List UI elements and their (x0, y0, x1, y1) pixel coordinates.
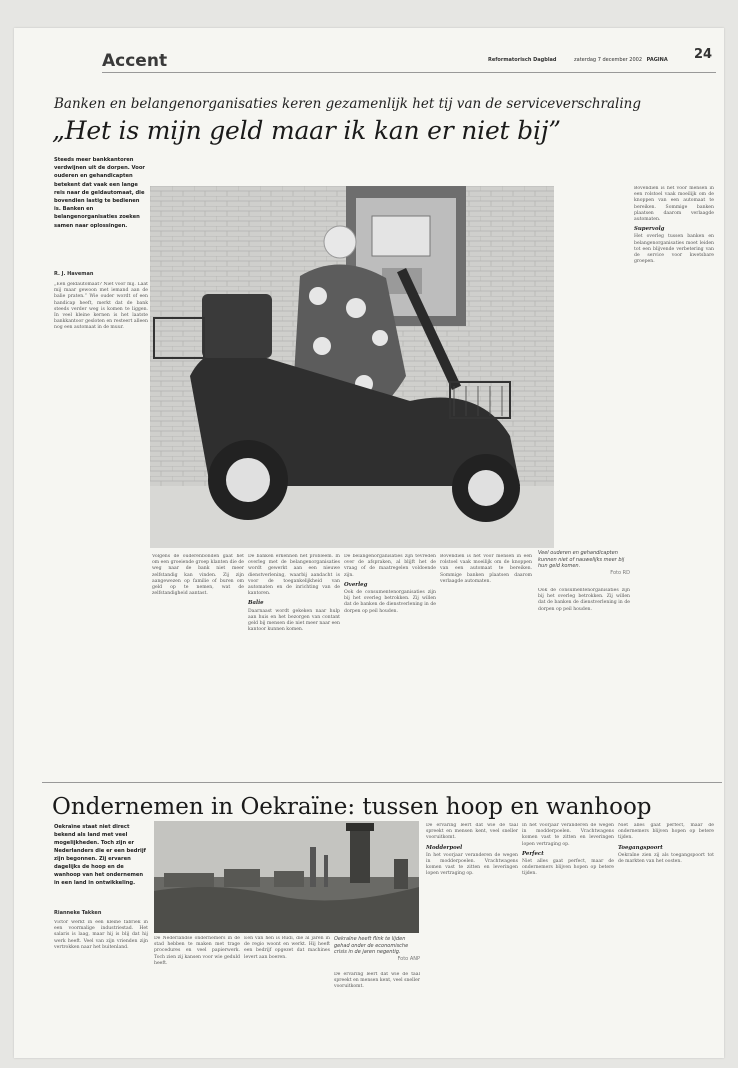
article1-col4-text: Daarnaast wordt gekeken naar hulp aan huis en het bezorgen van contant geld bij mensen die niet meer naar een kantoor kunnen komen. (248, 608, 340, 633)
section-title: Accent (102, 51, 168, 71)
article2-col5-text: In het voorjaar veranderen de wegen in modderpoelen. Vrachtwagens komen vast te zitten en leveringen lopen vertraging op. (426, 852, 518, 877)
photo1-credit: Foto RD (610, 569, 630, 576)
article1-byline: R. J. Haveman (54, 271, 94, 277)
article-divider (42, 782, 722, 783)
newspaper-name: Reformatorisch Dagblad (488, 57, 557, 63)
photo2-caption-text: Oekraïne heeft flink te lijden gehad onder de economische crisis in de jaren negentig. (334, 936, 409, 956)
article1-column-4 (344, 554, 436, 780)
article1-col3-text: De banken erkennen het probleem. In overleg met de belangenorganisaties wordt gewerkt aan een nieuwe dienstverlening, waarbij aandacht is voor de toegankelijkheid van automaten en de inrichting van de kantoren. (248, 554, 340, 597)
article1-column-3 (248, 554, 340, 780)
date-text: zaterdag 7 december 2002 (574, 57, 643, 63)
article2-col6b-text: Niet alles gaat perfect, maar de ondernemers blijven hopen op betere tijden. (618, 823, 714, 841)
article1-kicker: Banken en belangenorganisaties keren gezamenlijk het tij van de serviceverschraling (54, 96, 641, 112)
article1-col7-text: Bovendien is het voor mensen in een rolstoel vaak moeilijk om de knoppen van een automaat te bereiken. Sommige banken plaatsen daarom verlaagde automaten. (634, 186, 714, 223)
article2-column-3: Een van hen is Rudi, die al jaren in de regio woont en werkt. Hij heeft een bedrijf opgezet dat machines levert aan boeren. (244, 936, 330, 960)
issue-date (574, 57, 668, 63)
article2-col4-text: De ervaring leert dat wie de taal spreekt en mensen kent, veel sneller vooruitkomt. (426, 823, 518, 841)
article2-col7-text: Oekraïne zien zij als toegangspoort tot de markten van het oosten. (618, 852, 714, 865)
article2-column-6 (522, 823, 614, 1050)
article1-column-6: Ook de consumentenorganisaties zijn bij het overleg betrokken. Zij willen dat de banken de dienstverlening in de dorpen op peil houden. (538, 588, 630, 612)
photo1-caption-text: Veel ouderen en gehandicapten kunnen niet of nauwelijks meer bij hun geld komen. (538, 550, 625, 570)
header-rule (102, 72, 716, 73)
article1-column-7 (634, 186, 714, 780)
article1-column-5: Bovendien is het voor mensen in een rolstoel vaak moeilijk om de knoppen van een automaat te bereiken. Sommige banken plaatsen daarom verlaagde automaten. (440, 554, 532, 584)
article1-column-2: Volgens de ouderenbonden gaat het om een groeiende groep klanten die de weg naar de bank niet meer zelfstandig kan vinden. Zij zijn aangewezen op familie of buren om geld op te nemen, wat de zelfstandigheid aantast. (152, 554, 244, 597)
photo-industrial-skyline (154, 821, 419, 933)
article2-column-5 (426, 823, 518, 1050)
article1-col6-text: Ook de consumentenorganisaties zijn bij het overleg betrokken. Zij willen dat de banken de dienstverlening in de dorpen op peil houden. (344, 590, 436, 614)
article2-col6-text: Niet alles gaat perfect, maar de ondernemers blijven hopen op betere tijden. (522, 859, 614, 877)
page-number: 24 (694, 47, 713, 62)
article2-column-1: Victor werkt in een kleine fabriek in een voormalige industriestad. Het salaris is laag, maar hij is blij dat hij werk heeft. Veel van zijn vrienden zijn vertrokken naar het buitenland. (54, 920, 148, 950)
article2-headline: Ondernemen in Oekraïne: tussen hoop en wanhoop (52, 794, 652, 820)
photo2-caption (334, 936, 420, 962)
article2-column-2: De Nederlandse ondernemers in de stad hebben te maken met trage procedures en veel papierwerk. Toch zien zij kansen voor wie geduld heeft. (154, 936, 240, 966)
article2-byline: Rianneke Takken (54, 910, 102, 916)
article1-lead: Steeds meer bankkantoren verdwijnen uit de dorpen. Voor ouderen en gehandicapten betekent dat vaak een lange reis naar de geldautomaat, die bovendien lastig te bedienen is. Banken en belangenorganisaties zoeken samen naar oplossingen. (54, 157, 145, 229)
article2-lead: Oekraïne staat niet direct bekend als land met veel mogelijkheden. Toch zijn er Nederlanders die er een bedrijf zijn begonnen. Zij ervaren dagelijks de hoop en de wanhoop van het ondernemen in een land in ontwikkeling. (54, 824, 146, 886)
article2-column-7 (618, 823, 714, 1050)
article1-col8-text: Het overleg tussen banken en belangenorganisaties moet leiden tot een blijvende verbetering van de service voor kwetsbare groepen. (634, 234, 714, 265)
page-label: PAGINA (646, 57, 668, 63)
article1-column-1: „Een geldautomaat? Niet voor mij. Laat mij maar gewoon met iemand aan de balie praten.” Wie ouder wordt of een handicap heeft, merkt dat de bank steeds verder weg is komen te liggen. In veel kleine kernen is het laatste bankkantoor gesloten en resteert alleen nog een automaat in de muur. (54, 282, 148, 331)
photo1-caption (538, 550, 630, 576)
page-header (14, 28, 724, 71)
article2-column-4: De ervaring leert dat wie de taal spreekt en mensen kent, veel sneller vooruitkomt. (334, 972, 420, 990)
photo2-credit: Foto ANP (397, 955, 420, 962)
photo-woman-scootmobiel (150, 186, 554, 548)
article1-subhead-supervolg: Supervolg (634, 226, 665, 233)
article1-subhead-overleg: Overleg (344, 581, 368, 588)
article1-headline: „Het is mijn geld maar ik kan er niet bij” (52, 116, 561, 145)
article1-subhead-balie: Balie (248, 600, 264, 607)
article2-subhead-modderpoel: Modderpoel (426, 844, 463, 851)
newspaper-page (14, 28, 724, 1058)
article1-col5-text: De belangenorganisaties zijn tevreden over de afspraken, al blijft het de vraag of de maatregelen voldoende zijn. (344, 554, 436, 578)
article2-subhead-perfect: Perfect (522, 850, 544, 857)
article2-col5b-text: In het voorjaar veranderen de wegen in modderpoelen. Vrachtwagens komen vast te zitten en leveringen lopen vertraging op. (522, 823, 614, 847)
article2-subhead-toegangspoort: Toegangspoort (618, 844, 663, 851)
